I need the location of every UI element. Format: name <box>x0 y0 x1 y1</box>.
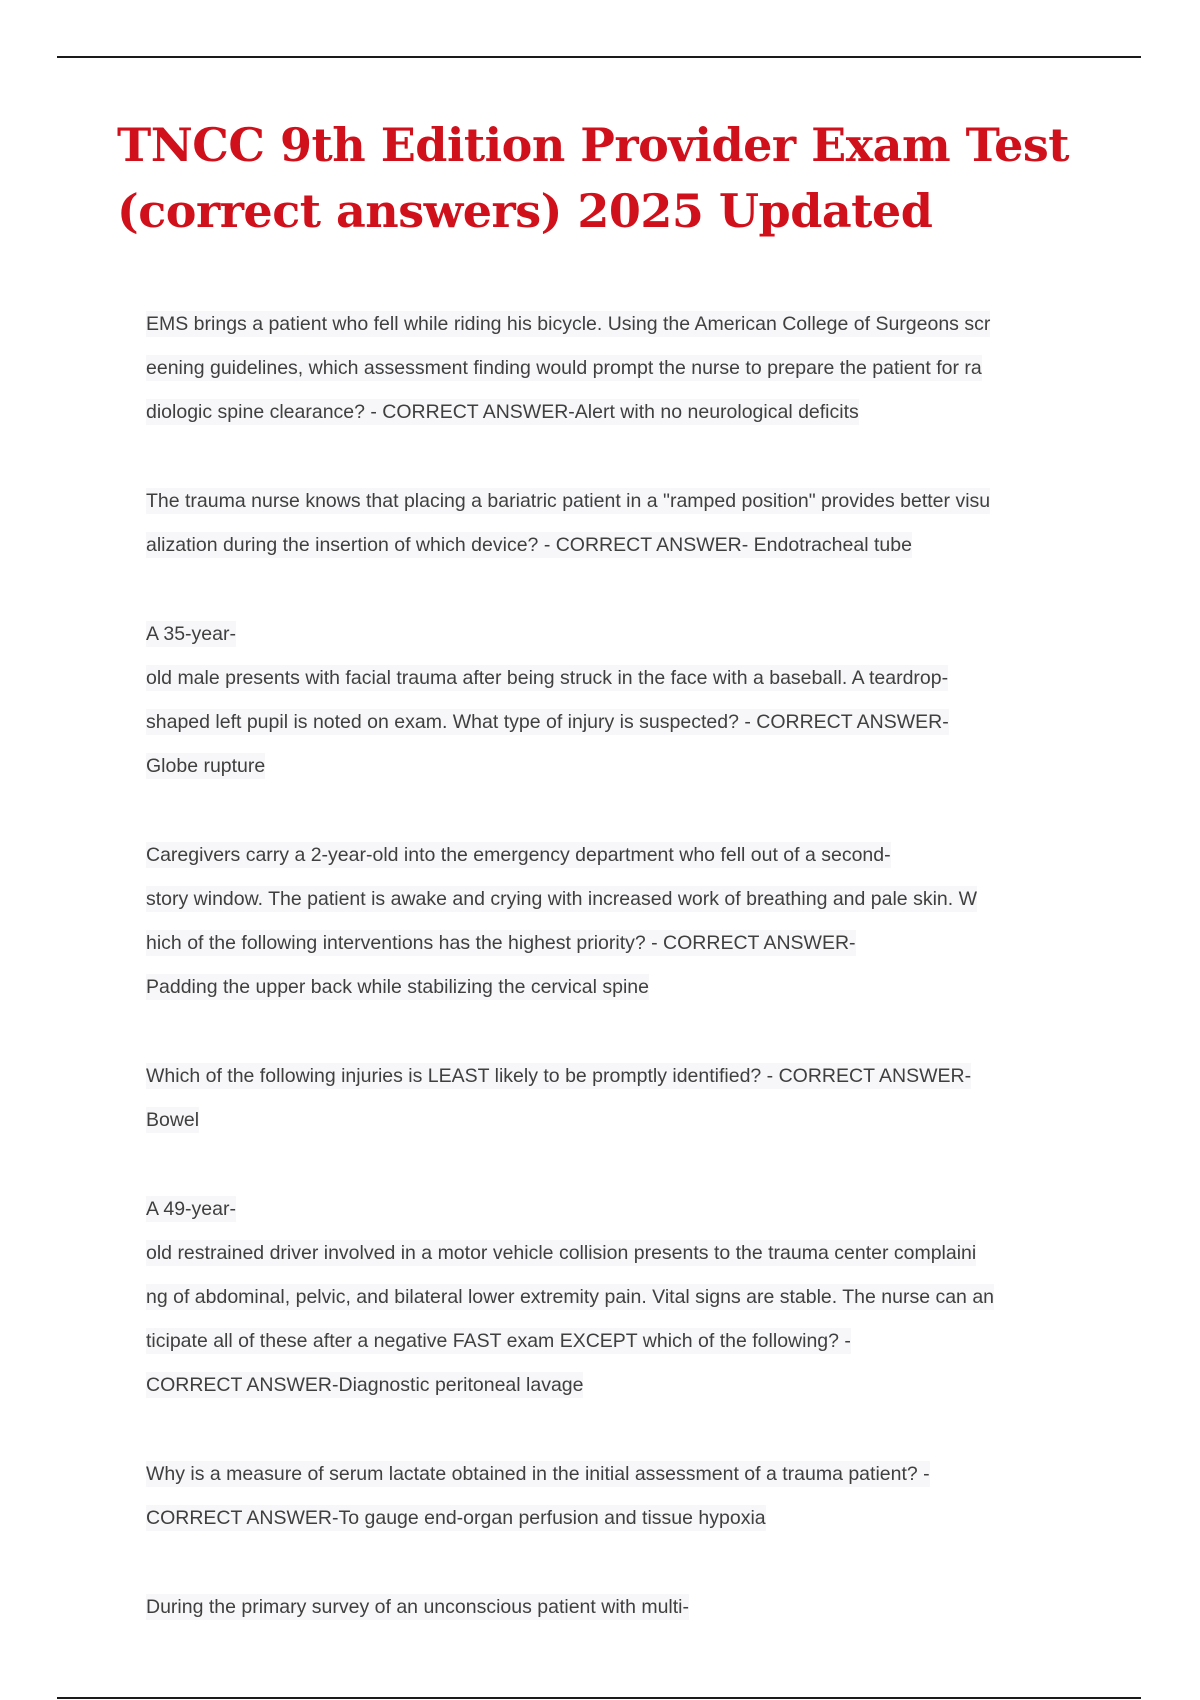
text-line: Caregivers carry a 2-year-old into the emergency department who fell out of a second- <box>146 844 891 866</box>
qa-item <box>146 1054 1084 1142</box>
text-line: CORRECT ANSWER-Diagnostic peritoneal lavage <box>146 1374 584 1396</box>
qa-content <box>146 302 1084 1674</box>
qa-item <box>146 1187 1084 1407</box>
text-line: hich of the following interventions has the highest priority? - CORRECT ANSWER- <box>146 932 856 954</box>
text-line: A 49-year- <box>146 1198 236 1220</box>
text-line: Padding the upper back while stabilizing the cervical spine <box>146 976 649 998</box>
text-line: ng of abdominal, pelvic, and bilateral lower extremity pain. Vital signs are stable. The nurse can an <box>146 1286 995 1308</box>
text-line: EMS brings a patient who fell while riding his bicycle. Using the American College of Surgeons scr <box>146 313 991 335</box>
top-rule <box>57 56 1141 58</box>
qa-item <box>146 833 1084 1009</box>
qa-item <box>146 302 1084 434</box>
text-line: story window. The patient is awake and crying with increased work of breathing and pale skin. W <box>146 888 977 910</box>
document-title <box>117 112 1117 244</box>
text-line: ticipate all of these after a negative FAST exam EXCEPT which of the following? - <box>146 1330 851 1352</box>
title-line: (correct answers) 2025 Updated <box>117 184 933 238</box>
title-line: TNCC 9th Edition Provider Exam Test <box>117 118 1070 172</box>
qa-item <box>146 479 1084 567</box>
qa-item <box>146 1585 1084 1629</box>
text-line: alization during the insertion of which device? - CORRECT ANSWER- Endotracheal tube <box>146 534 912 556</box>
text-line: Which of the following injuries is LEAST likely to be promptly identified? - CORRECT ANSWER- <box>146 1065 972 1087</box>
text-line: Bowel <box>146 1109 200 1131</box>
text-line: old restrained driver involved in a motor vehicle collision presents to the trauma center complaini <box>146 1242 977 1264</box>
text-line: A 35-year- <box>146 623 236 645</box>
text-line: Globe rupture <box>146 755 266 777</box>
text-line: During the primary survey of an unconscious patient with multi- <box>146 1596 689 1618</box>
qa-item <box>146 612 1084 788</box>
bottom-rule <box>57 1697 1141 1699</box>
text-line: Why is a measure of serum lactate obtained in the initial assessment of a trauma patient? - <box>146 1463 930 1485</box>
text-line: shaped left pupil is noted on exam. What type of injury is suspected? - CORRECT ANSWER- <box>146 711 949 733</box>
text-line: old male presents with facial trauma after being struck in the face with a baseball. A teardrop- <box>146 667 949 689</box>
qa-item <box>146 1452 1084 1540</box>
text-line: eening guidelines, which assessment finding would prompt the nurse to prepare the patient for ra <box>146 357 982 379</box>
text-line: The trauma nurse knows that placing a bariatric patient in a "ramped position" provides better visu <box>146 490 991 512</box>
text-line: diologic spine clearance? - CORRECT ANSWER-Alert with no neurological deficits <box>146 401 859 423</box>
text-line: CORRECT ANSWER-To gauge end-organ perfusion and tissue hypoxia <box>146 1507 766 1529</box>
